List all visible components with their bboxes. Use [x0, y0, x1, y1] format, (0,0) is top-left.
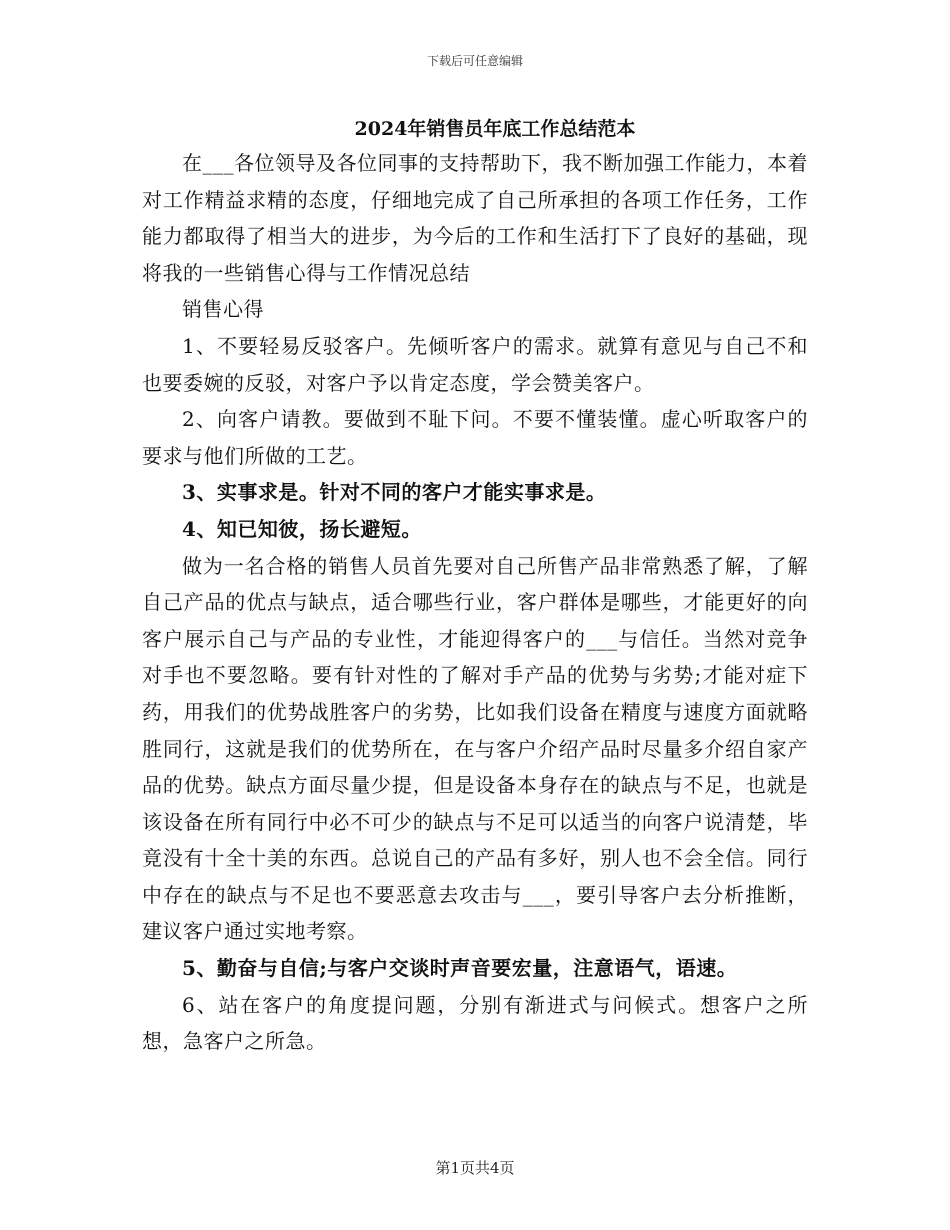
document-title: 2024年销售员年底工作总结范本	[354, 118, 636, 140]
point-4-body-paragraph: 做为一名合格的销售人员首先要对自己所售产品非常熟悉了解，了解自己产品的优点与缺点，适合哪些行业，客户群体是哪些，才能更好的向客户展示自己与产品的专业性，才能迎得客户的___与信任。当然对竞争对手也不要忽略。要有针对性的了解对手产品的优势与劣势;才能对症下药，用我们的优势战胜客户的劣势，比如我们设备在精度与速度方面就略胜同行，这就是我们的优势所在，在与客户介绍产品时尽量多介绍自家产品的优势。缺点方面尽量少提，但是设备本身存在的缺点与不足，也就是该设备在所有同行中必不可少的缺点与不足可以适当的向客户说清楚，毕竟没有十全十美的东西。总说自己的产品有多好，别人也不会全信。同行中存在的缺点与不足也不要恶意去攻击与___，要引导客户去分析推断，建议客户通过实地考察。	[142, 553, 808, 944]
point-2-paragraph: 2、向客户请教。要做到不耻下问。不要不懂装懂。虚心听取客户的要求与他们所做的工艺。	[142, 407, 808, 468]
point-4-heading: 4、知已知彼，扬长避短。	[182, 516, 422, 541]
page-indicator: 第1页共4页	[435, 1159, 515, 1177]
point-5-heading: 5、勤奋与自信;与客户交谈时声音要宏量，注意语气，语速。	[182, 956, 738, 981]
intro-paragraph: 在___各位领导及各位同事的支持帮助下，我不断加强工作能力，本着对工作精益求精的态度，仔细地完成了自己所承担的各项工作任务，工作能力都取得了相当大的进步，为今后的工作和生活打下了良好的基础，现将我的一些销售心得与工作情况总结	[142, 151, 808, 285]
section-heading-sales-experience: 销售心得	[182, 297, 264, 322]
point-3-heading: 3、实事求是。针对不同的客户才能实事求是。	[182, 480, 607, 505]
document-body	[142, 145, 808, 1060]
header-note: 下载后可任意编辑	[426, 54, 523, 68]
point-6-paragraph: 6、站在客户的角度提问题，分别有渐进式与问候式。想客户之所想，急客户之所急。	[142, 992, 808, 1054]
point-1-paragraph: 1、不要轻易反驳客户。先倾听客户的需求。就算有意见与自己不和也要委婉的反驳，对客户予以肯定态度，学会赞美客户。	[142, 333, 808, 395]
